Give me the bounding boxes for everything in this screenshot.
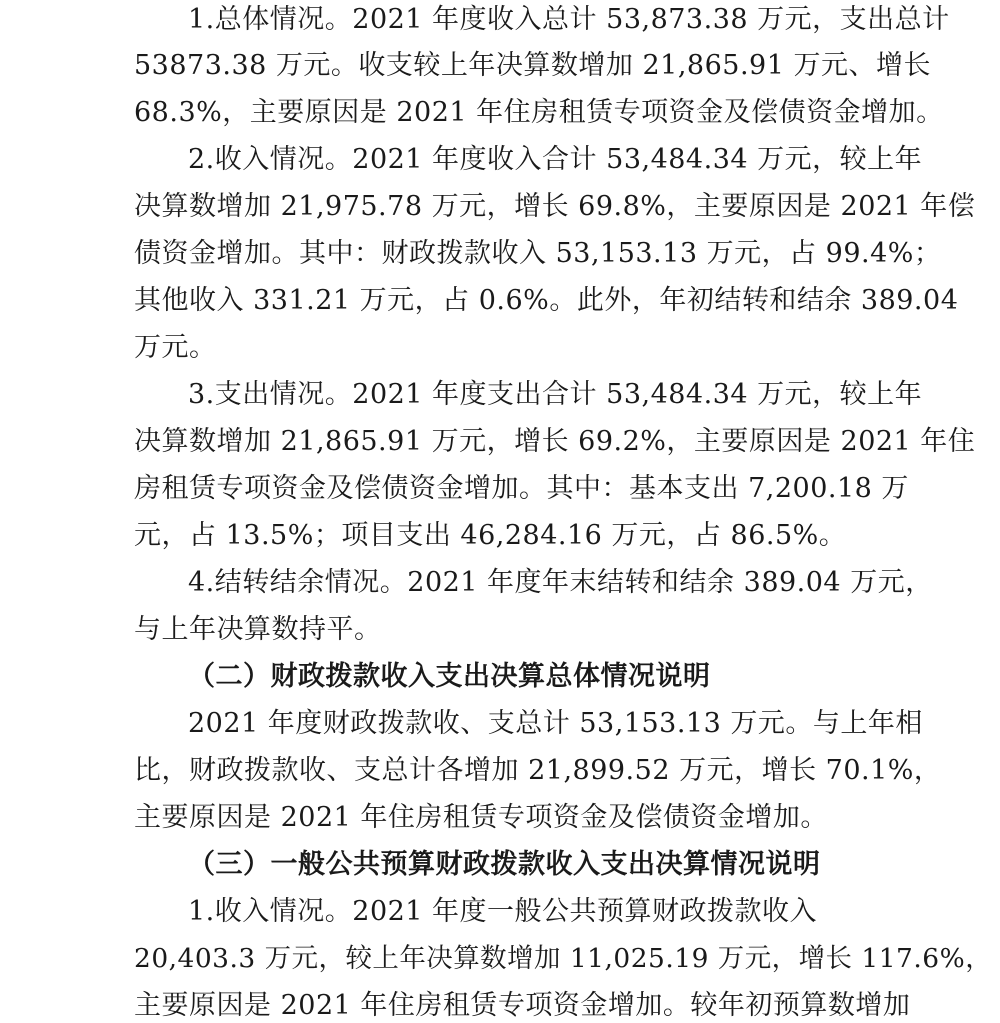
paragraph-line: 元，占 13.5%；项目支出 46,284.16 万元，占 86.5%。 xyxy=(134,520,847,551)
section-heading: （二）财政拨款收入支出决算总体情况说明 xyxy=(188,661,711,692)
paragraph-line: 68.3%，主要原因是 2021 年住房租赁专项资金及偿债资金增加。 xyxy=(134,97,944,128)
paragraph-line: 20,403.3 万元，较上年决算数增加 11,025.19 万元，增长 117.6%， xyxy=(134,943,993,974)
paragraph-line: 主要原因是 2021 年住房租赁专项资金增加。较年初预算数增加 xyxy=(134,990,911,1021)
paragraph-line: 4.结转结余情况。2021 年度年末结转和结余 389.04 万元， xyxy=(188,567,933,598)
paragraph-line: 房租赁专项资金及偿债资金增加。其中：基本支出 7,200.18 万 xyxy=(134,473,909,504)
paragraph-line: 比，财政拨款收、支总计各增加 21,899.52 万元，增长 70.1%， xyxy=(134,755,942,786)
paragraph-line: 债资金增加。其中：财政拨款收入 53,153.13 万元，占 99.4%； xyxy=(134,238,942,269)
paragraph-line: 53873.38 万元。收支较上年决算数增加 21,865.91 万元、增长 xyxy=(134,50,931,81)
paragraph-line: 主要原因是 2021 年住房租赁专项资金及偿债资金增加。 xyxy=(134,802,828,833)
paragraph-line: 决算数增加 21,975.78 万元，增长 69.8%，主要原因是 2021 年偿 xyxy=(134,191,976,222)
paragraph-line: 与上年决算数持平。 xyxy=(134,614,382,645)
paragraph-line: 其他收入 331.21 万元，占 0.6%。此外，年初结转和结余 389.04 xyxy=(134,285,959,316)
paragraph-line: 3.支出情况。2021 年度支出合计 53,484.34 万元，较上年 xyxy=(188,379,923,410)
paragraph-line: 1.收入情况。2021 年度一般公共预算财政拨款收入 xyxy=(188,896,818,927)
section-heading: （三）一般公共预算财政拨款收入支出决算情况说明 xyxy=(188,849,821,880)
paragraph-line: 2.收入情况。2021 年度收入合计 53,484.34 万元，较上年 xyxy=(188,144,923,175)
paragraph-line: 1.总体情况。2021 年度收入总计 53,873.38 万元，支出总计 xyxy=(188,4,950,35)
paragraph-line: 万元。 xyxy=(134,332,217,363)
paragraph-line: 决算数增加 21,865.91 万元，增长 69.2%，主要原因是 2021 年住 xyxy=(134,426,976,457)
paragraph-line: 2021 年度财政拨款收、支总计 53,153.13 万元。与上年相 xyxy=(188,708,923,739)
